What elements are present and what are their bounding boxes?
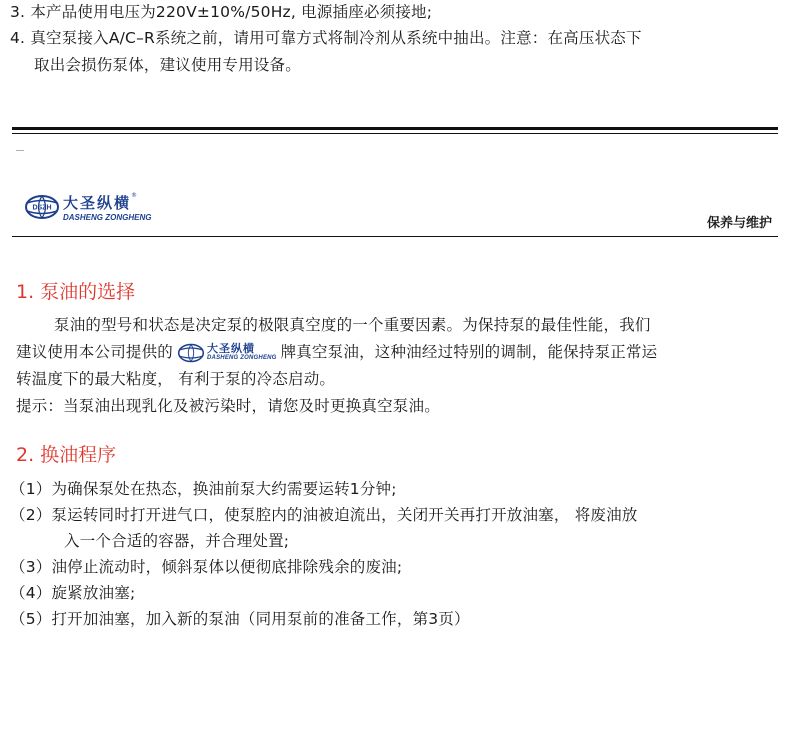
page-divider-thick — [12, 127, 778, 130]
inline-brand-logo — [177, 343, 277, 363]
section-1-heading: 1. 泵油的选择 — [16, 281, 136, 303]
step-2-line-1: （2）泵运转同时打开进气口，使泵腔内的油被迫流出，关闭开关再打开放油塞， 将废油放 — [10, 506, 638, 524]
globe-logo-icon — [177, 343, 205, 363]
section-2-heading: 2. 换油程序 — [16, 444, 117, 466]
section-1-line-2 — [16, 342, 657, 363]
step-1: （1）为确保泵处在热态，换油前泵大约需要运转1分钟; — [10, 480, 397, 498]
brand-name-cn: 大圣纵横 — [63, 194, 132, 212]
step-5: （5）打开加油塞，加入新的泵油（同用泵前的准备工作，第3页） — [10, 610, 470, 628]
section-1-line-1: 泵油的型号和状态是决定泵的极限真空度的一个重要因素。为保持泵的最佳性能，我们 — [54, 316, 651, 334]
inline-brand-name-en: DASHENG ZONGHENG — [207, 355, 277, 361]
header-divider — [12, 236, 778, 237]
note-4-line-2: 取出会损伤泵体，建议使用专用设备。 — [34, 56, 301, 74]
note-3: 3. 本产品使用电压为220V±10%/50Hz, 电源插座必须接地; — [10, 3, 433, 21]
step-3: （3）油停止流动时，倾斜泵体以便彻底排除残余的废油; — [10, 558, 403, 576]
note-4-line-1: 4. 真空泵接入A/C–R系统之前，请用可靠方式将制冷剂从系统中抽出。注意：在高压状态下 — [10, 29, 642, 47]
section-1-line-3: 转温度下的最大粘度， 有利于泵的冷态启动。 — [16, 370, 336, 388]
globe-logo-icon — [24, 194, 60, 220]
page-divider-thin — [12, 133, 778, 134]
divider-dash — [16, 150, 24, 151]
step-2-line-2: 入一个合适的容器，并合理处置; — [64, 532, 290, 550]
section-title: 保养与维护 — [706, 216, 772, 231]
section-1-tip: 提示：当泵油出现乳化及被污染时，请您及时更换真空泵油。 — [16, 397, 440, 415]
brand-logo: DSZH 大圣纵横® DASHENG ZONGHENG — [24, 192, 151, 222]
inline-brand-name-cn: 大圣纵横 — [207, 342, 256, 355]
brand-name-en: DASHENG ZONGHENG — [63, 213, 152, 222]
section-1-line-2-end: 牌真空泵油，这种油经过特别的调制，能保持泵正常运 — [280, 343, 658, 361]
section-1-line-2-start: 建议使用本公司提供的 — [16, 343, 174, 361]
brand-mark-text: DSZH — [32, 204, 52, 212]
step-4: （4）旋紧放油塞; — [10, 584, 136, 602]
